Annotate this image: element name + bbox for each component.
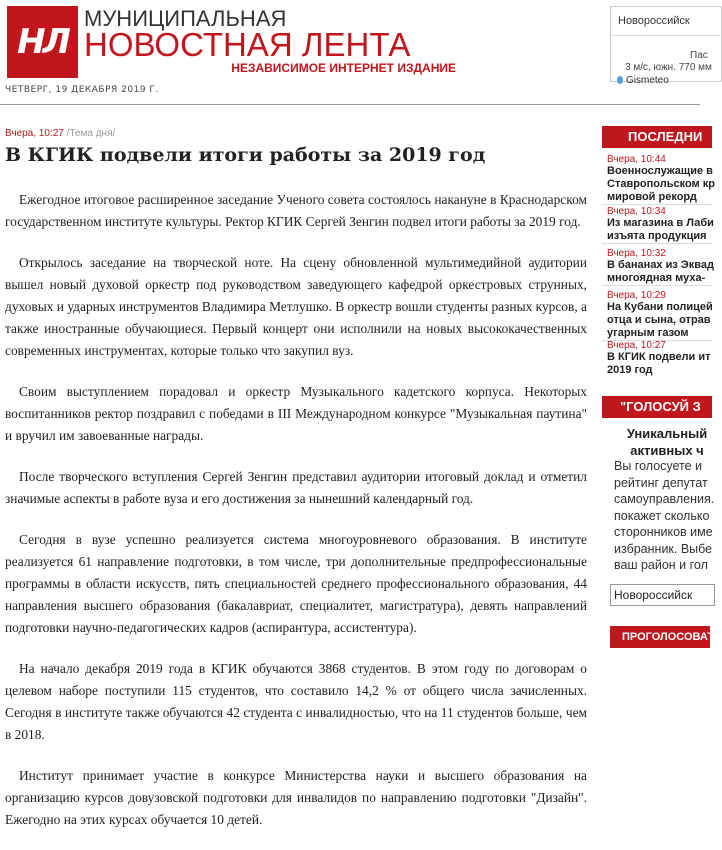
- vote-description-line: ваш район и гол: [614, 558, 708, 572]
- article-category[interactable]: /Тема дня/: [66, 128, 116, 139]
- article-paragraph: Институт принимает участие в конкурсе Министерства науки и высшего образования на организацию курсов довузовской подготовки для инвалидов по направлению подготовки "Дизайн". Ежегодно на этих курсах обучается 10 детей.: [5, 768, 587, 827]
- news-item[interactable]: [602, 290, 712, 341]
- article-meta: [5, 128, 115, 139]
- news-title-line: изъята продукция: [607, 230, 707, 242]
- vote-description-line: самоуправления.: [614, 492, 715, 506]
- site-logo[interactable]: [7, 6, 78, 78]
- vote-description: [614, 458, 714, 574]
- vote-button[interactable]: ПРОГОЛОСОВАТ: [610, 626, 710, 648]
- weather-city-select[interactable]: [611, 7, 721, 36]
- gismeteo-label: Gismeteo: [626, 75, 669, 86]
- article-paragraph: На начало декабря 2019 года в КГИК обучаются 3868 студентов. В этом году по договорам о целевом наборе поступили 115 студентов, что составило 14,2 % от общего числа зачисленных. Сегодня в институте также обучаются 42 студента с инвалидностью, что на 11 студентов больше, чем в 2018.: [5, 661, 587, 742]
- news-title-line: 2019 год: [607, 364, 653, 376]
- news-time: Вчера, 10:44: [607, 154, 666, 165]
- news-title-line: отца и сына, отрав: [607, 314, 711, 326]
- weather-details: 3 м/с, южн. 770 мм: [625, 62, 712, 73]
- current-date: ЧЕТВЕРГ, 19 ДЕКАБРЯ 2019 Г.: [5, 85, 159, 95]
- news-time: Вчера, 10:27: [607, 340, 666, 351]
- article-paragraph: Своим выступлением порадовал и оркестр Музыкального кадетского корпуса. Некоторых воспитанников ректор поздравил с победами в III Международном конкурсе "Музыкальная паутина" и вручил им завоеванные награды.: [5, 384, 587, 443]
- vote-description-line: рейтинг депутат: [614, 475, 708, 490]
- latest-news-header: ПОСЛЕДНИ: [602, 126, 712, 148]
- news-item[interactable]: [602, 206, 712, 244]
- site-tagline: НЕЗАВИСИМОЕ ИНТЕРНЕТ ИЗДАНИЕ: [231, 61, 456, 75]
- article-time: Вчера, 10:27: [5, 128, 64, 139]
- gismeteo-link[interactable]: [617, 75, 669, 86]
- site-name-line2: НОВОСТНАЯ ЛЕНТА: [84, 26, 411, 63]
- weather-city: Новороссийск: [618, 15, 690, 27]
- news-title-line: многоядная муха-: [607, 272, 706, 284]
- vote-heading: [602, 425, 712, 459]
- news-title-line: На Кубани полицей: [607, 301, 713, 313]
- news-item[interactable]: [602, 154, 715, 205]
- news-time: Вчера, 10:34: [607, 206, 666, 217]
- weather-widget: [610, 6, 722, 86]
- news-time: Вчера, 10:32: [607, 248, 666, 259]
- header-divider: [0, 104, 700, 105]
- article-paragraph: Открылось заседание на творческой ноте. На сцену обновленной мультимедийной аудитории вышел новый духовой оркестр под руководством заведующего кафедрой оркестровых струнных, духовых и ударных инструментов Владимира Метлушко. В оркестр вошли студенты разных курсов, а также иностранные обучающиеся. Первый концерт они исполнили на новых высококачественных современных инструментах, которые только что закупил вуз.: [5, 255, 587, 358]
- vote-header: "ГОЛОСУЙ З: [602, 396, 712, 418]
- news-title-line: Военнослужащие в: [607, 165, 713, 177]
- news-item[interactable]: [602, 248, 712, 286]
- site-name-line1: МУНИЦИПАЛЬНАЯ: [84, 6, 287, 31]
- vote-heading-line: Уникальный: [626, 426, 708, 441]
- news-time: Вчера, 10:29: [607, 290, 666, 301]
- article-body: [5, 189, 587, 850]
- article-paragraph: Сегодня в вузе успешно реализуется система многоуровневого образования. В институте реализуется 61 направление подготовки, в том числе, три дополнительные предпрофессиональные программы в области искусств, пять специальностей среднего профессионального образования, 44 направления высшего образования (бакалавриат, специалитет, магистратура), девять направлений подготовки научно-педагогических кадров (аспирантура, ассистентура).: [5, 532, 587, 635]
- vote-description-line: избранник. Выбе: [614, 541, 713, 556]
- vote-description-line: Вы голосуете и: [614, 459, 703, 473]
- weather-condition: Пас: [690, 50, 708, 61]
- news-title-line: Ставропольском кр: [607, 178, 715, 190]
- vote-description-line: покажет сколько: [614, 508, 710, 523]
- vote-description-line: сторонников име: [614, 525, 713, 539]
- logo-text: НЛ: [17, 22, 68, 62]
- vote-city-select[interactable]: Новороссийск: [610, 584, 715, 606]
- article-title: В КГИК подвели итоги работы за 2019 год: [5, 144, 486, 166]
- vote-heading-line: активных ч: [630, 443, 704, 458]
- gismeteo-icon: [617, 76, 623, 84]
- news-title-line: В КГИК подвели ит: [607, 351, 711, 363]
- news-title-line: В бананах из Эквад: [607, 259, 714, 271]
- news-item[interactable]: [602, 340, 712, 377]
- article-paragraph: После творческого вступления Сергей Зенгин представил аудитории итоговый доклад и отметил значимые аспекты в работе вуза и его достижения за нынешний календарный год.: [5, 469, 587, 506]
- news-title-line: мировой рекорд: [607, 191, 697, 203]
- news-title-line: угарным газом: [607, 327, 689, 339]
- news-title-line: Из магазина в Лаби: [607, 217, 714, 229]
- article-paragraph: Ежегодное итоговое расширенное заседание Ученого совета состоялось накануне в Краснодарском государственном институте культуры. Ректор КГИК Сергей Зенгин подвел итоги работы за 2019 год.: [5, 192, 587, 229]
